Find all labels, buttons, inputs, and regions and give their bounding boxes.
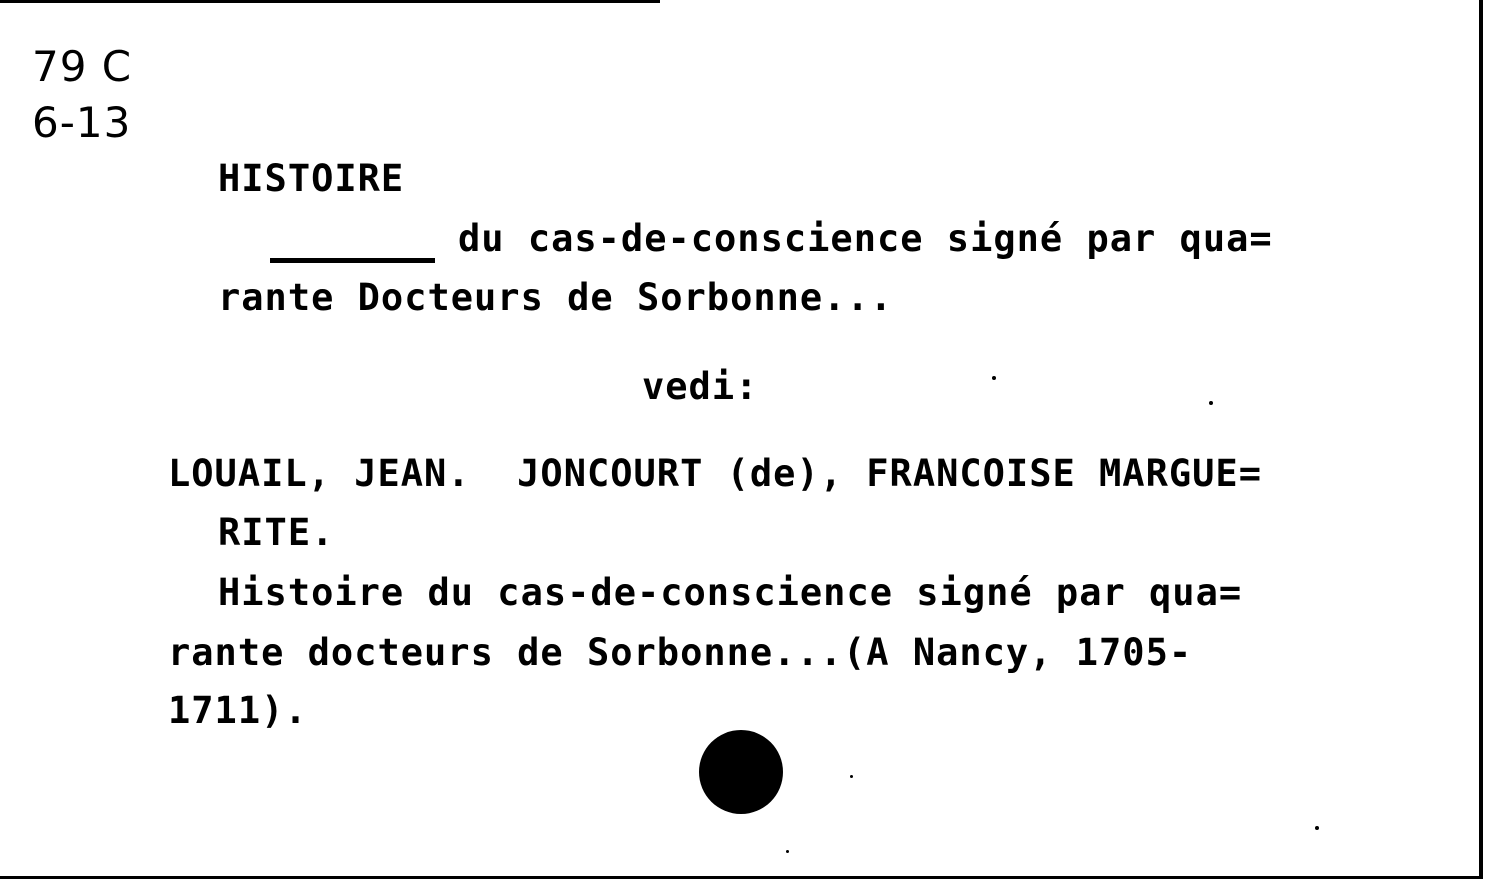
entry-line-3: 1711).: [168, 689, 308, 732]
ink-speck: [1315, 826, 1319, 830]
ink-speck: [850, 775, 853, 778]
card-top-edge: [0, 0, 660, 3]
ink-speck: [786, 850, 789, 853]
title-line-2: rante Docteurs de Sorbonne...: [218, 276, 894, 319]
call-number-line1: 79 C: [32, 42, 133, 91]
entry-line-2: rante docteurs de Sorbonne...(A Nancy, 1705-: [168, 631, 1193, 674]
author-line-1: LOUAIL, JEAN. JONCOURT (de), FRANCOISE MARGUE=: [168, 452, 1262, 495]
ink-speck: [1209, 401, 1213, 405]
call-number-line2: 6-13: [32, 98, 132, 147]
title-line-1: du cas-de-conscience signé par qua=: [458, 217, 1273, 260]
title-dash: [270, 258, 435, 263]
author-line-2: RITE.: [218, 511, 335, 554]
entry-line-1: Histoire du cas-de-conscience signé par qua=: [218, 571, 1243, 614]
ink-speck: [992, 376, 996, 380]
punch-hole: [699, 730, 783, 814]
heading: HISTOIRE: [218, 157, 405, 200]
see-reference: vedi:: [642, 365, 759, 408]
